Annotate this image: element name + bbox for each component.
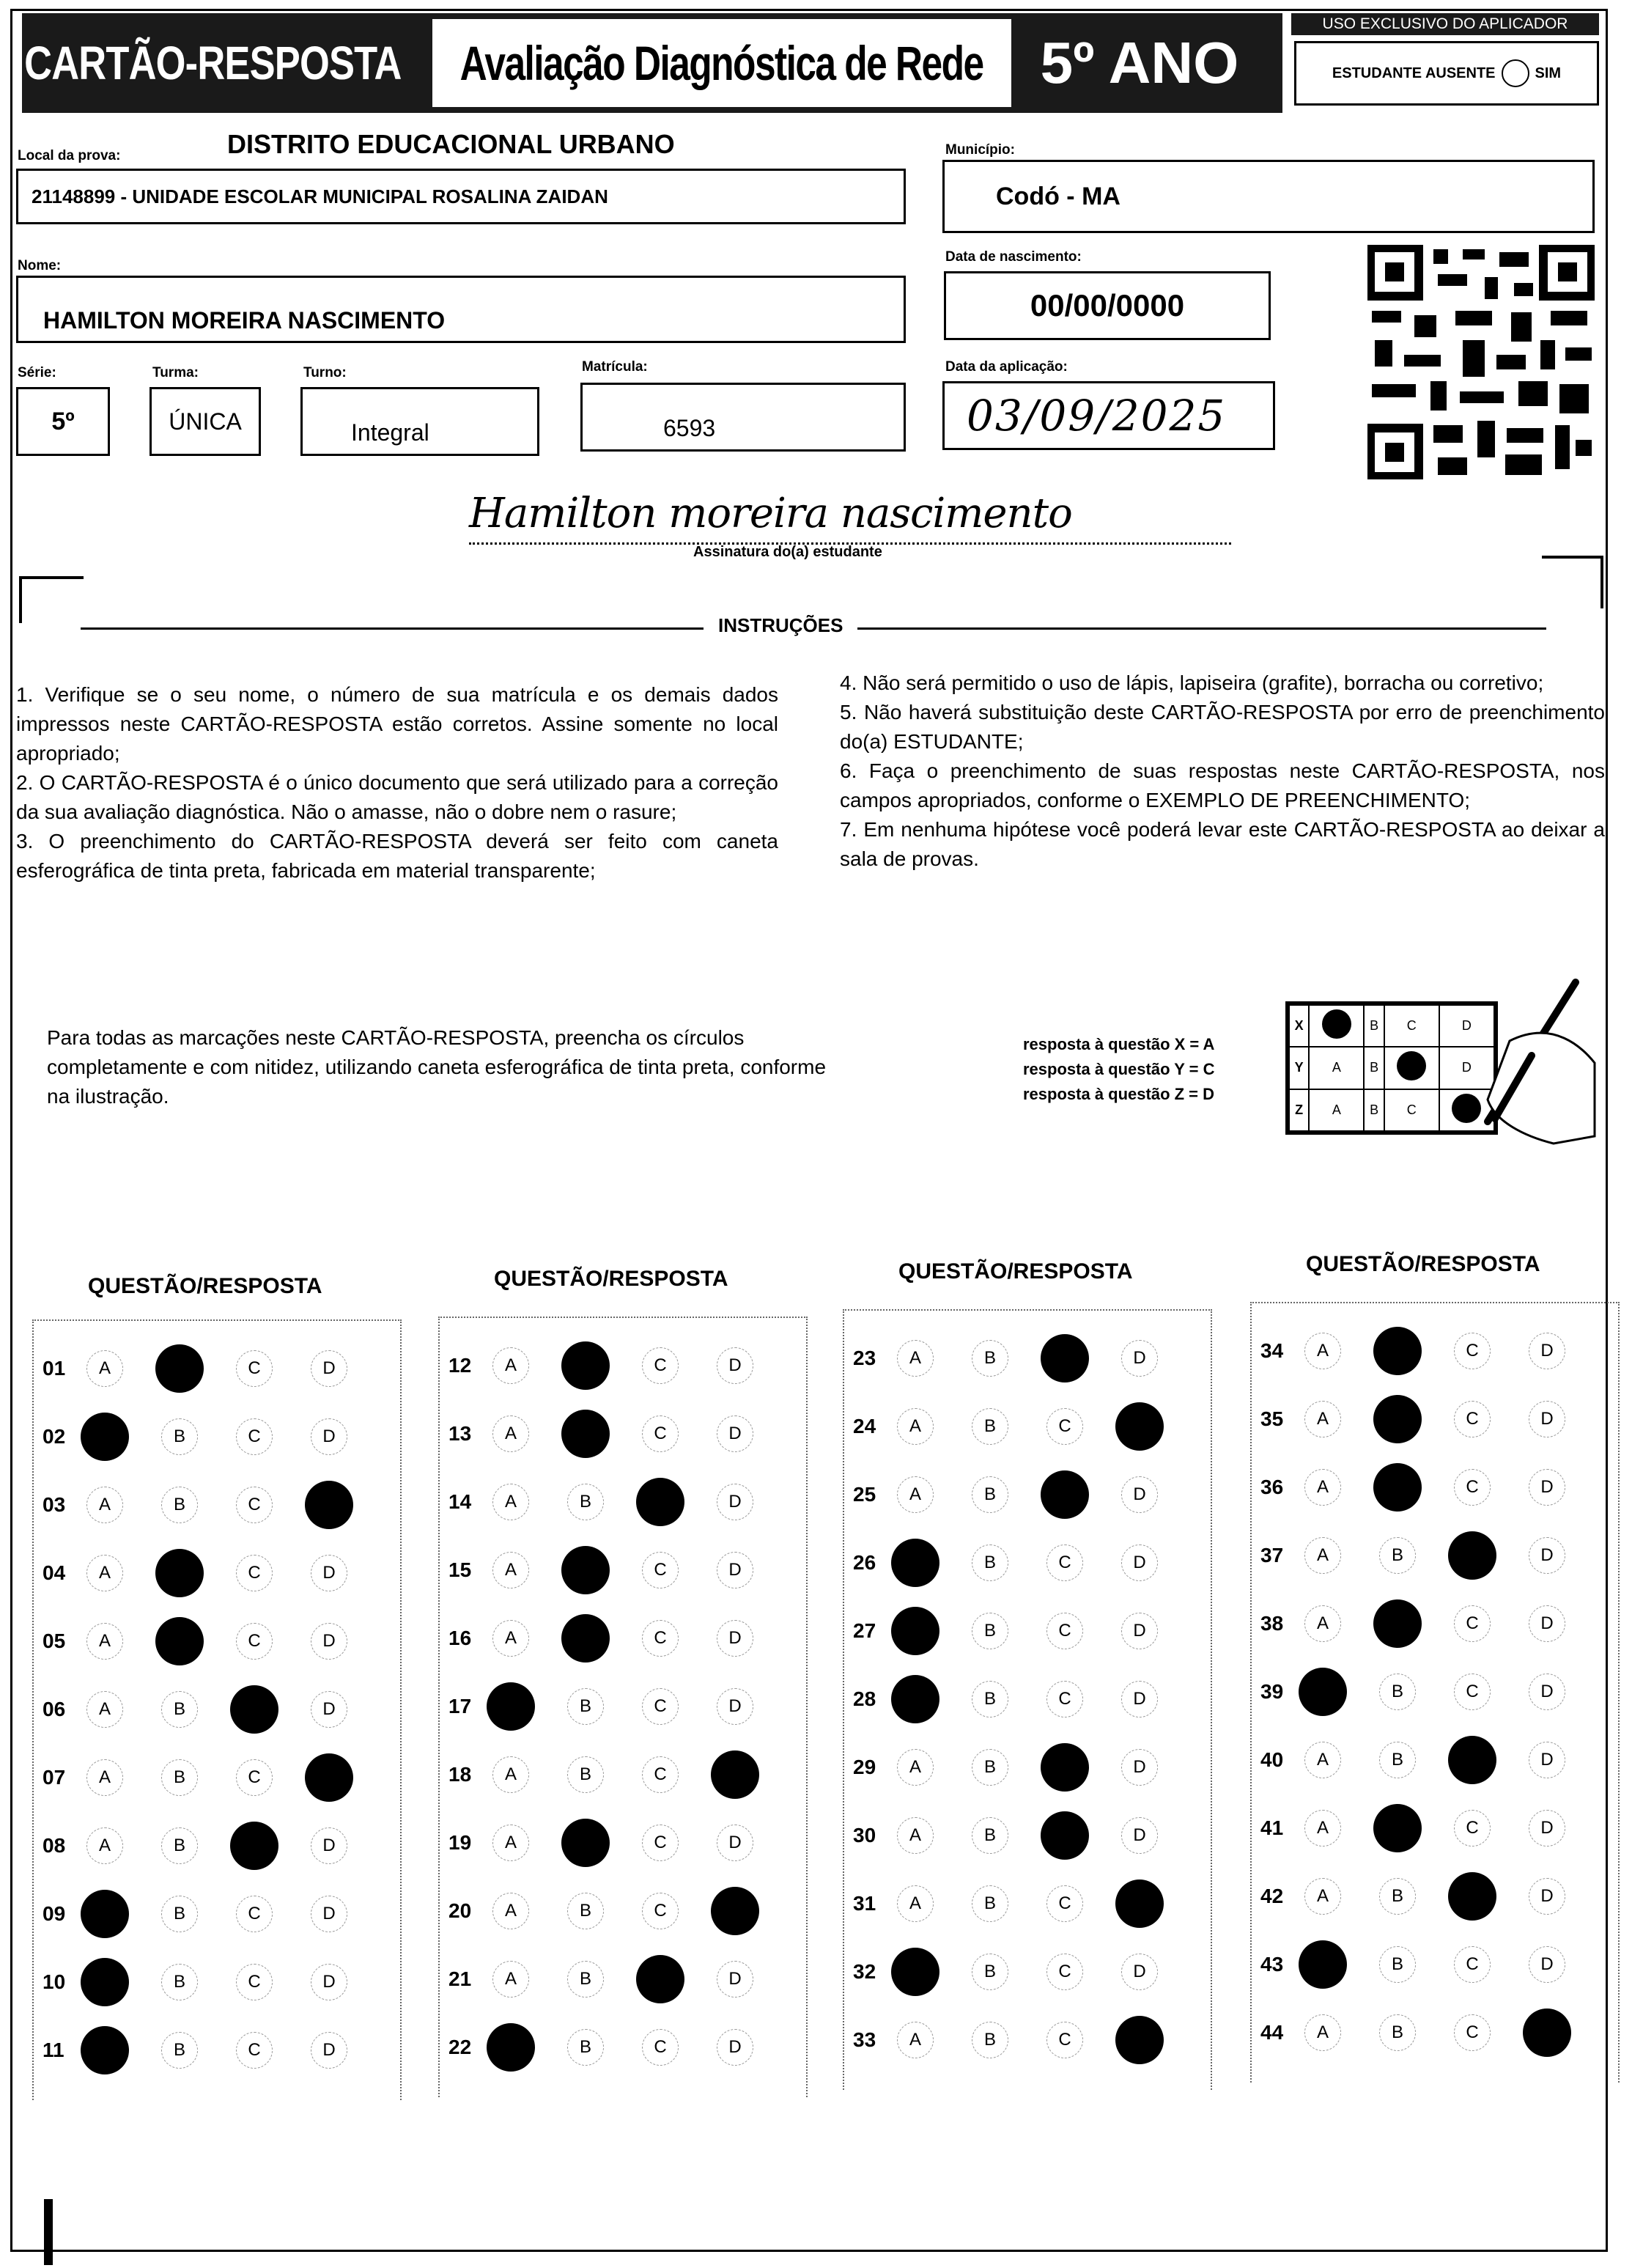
question-number: 24 <box>853 1415 876 1437</box>
answer-bubble[interactable]: D <box>1121 1544 1158 1581</box>
nome-field: HAMILTON MOREIRA NASCIMENTO <box>16 276 906 343</box>
question-number: 26 <box>853 1551 876 1574</box>
example-bubble: B <box>1364 1089 1384 1131</box>
fill-instruction: Para todas as marcações neste CARTÃO-RESPOSTA, preencha os círculos completamente e com nitidez, utilizando caneta esferográfica de tinta preta, conforme na ilustração. <box>47 1026 827 1108</box>
absent-yes-label: SIM <box>1535 65 1562 81</box>
application-date-field: 03/09/2025 <box>942 381 1275 450</box>
answer-bubble[interactable]: A <box>897 2022 934 2058</box>
answer-bubble[interactable]: C <box>236 1418 273 1455</box>
question-number: 33 <box>853 2028 876 2051</box>
example-filled-bubble <box>1309 1005 1364 1047</box>
nome-label: Nome: <box>18 258 62 273</box>
question-number: 38 <box>1260 1612 1284 1635</box>
answer-bubble[interactable]: D <box>311 1827 347 1864</box>
answer-bubble[interactable]: B <box>1379 1537 1416 1574</box>
question-number: 02 <box>43 1425 66 1448</box>
example-bubble: A <box>1309 1089 1364 1131</box>
answer-bubble[interactable]: C <box>642 1688 679 1725</box>
student-signature: Hamilton moreira nascimento <box>469 490 1072 537</box>
question-number: 14 <box>448 1490 472 1513</box>
example-bubble: B <box>1364 1047 1384 1089</box>
answer-bubble[interactable]: C <box>1454 1674 1491 1710</box>
answer-bubble[interactable]: D <box>1121 1749 1158 1786</box>
answer-bubble[interactable]: B <box>972 1817 1008 1854</box>
answer-bubble[interactable]: B <box>567 1893 604 1929</box>
answer-bubble[interactable]: B <box>972 1544 1008 1581</box>
answer-bubble[interactable]: B <box>161 1487 198 1523</box>
instruction-item: 1. Verifique se o seu nome, o número de sua matrícula e os demais dados impressos neste CARTÃO-RESPOSTA estão corretos. Assine somente no local apropriado; <box>16 683 778 765</box>
question-number: 25 <box>853 1483 876 1506</box>
serie-label: Série: <box>18 365 56 380</box>
answer-bubble[interactable]: C <box>236 1759 273 1796</box>
example-bubble: C <box>1384 1005 1439 1047</box>
answer-bubble[interactable]: D <box>1121 1476 1158 1513</box>
answer-bubble[interactable]: C <box>1454 1810 1491 1847</box>
answer-bubble[interactable]: C <box>1046 1544 1083 1581</box>
answer-bubble[interactable]: B <box>1379 1946 1416 1983</box>
example-bubble: A <box>1309 1047 1364 1089</box>
answer-bubble[interactable]: D <box>311 1691 347 1728</box>
answer-bubble[interactable]: D <box>717 1552 753 1588</box>
instructions-corner-right <box>1542 556 1603 608</box>
instruction-item: 6. Faça o preenchimento de suas respostas neste CARTÃO-RESPOSTA, nos campos apropriados, conforme o EXEMPLO DE PREENCHIMENTO; <box>840 759 1605 811</box>
answer-bubble[interactable]: C <box>1454 1946 1491 1983</box>
answer-bubble[interactable]: D <box>717 2029 753 2066</box>
question-number: 19 <box>448 1831 472 1854</box>
instruction-item: 3. O preenchimento do CARTÃO-RESPOSTA deverá ser feito com caneta esferográfica de tinta preta, fabricada em material transparente; <box>16 830 778 882</box>
answer-bubble[interactable]: D <box>717 1961 753 1998</box>
answer-bubble[interactable]: A <box>1304 1401 1341 1437</box>
example-filled-bubble <box>1384 1047 1439 1089</box>
answer-bubble[interactable]: B <box>567 2029 604 2066</box>
answer-bubble[interactable]: D <box>1529 1810 1565 1847</box>
answer-bubble[interactable]: A <box>897 1749 934 1786</box>
answer-bubble[interactable]: C <box>1454 2014 1491 2051</box>
answer-bubble[interactable]: D <box>1529 1401 1565 1437</box>
question-number: 03 <box>43 1493 66 1516</box>
registration-mark <box>44 2199 53 2265</box>
answer-bubble[interactable]: A <box>897 1817 934 1854</box>
answer-bubble[interactable]: C <box>642 1893 679 1929</box>
answer-bubble[interactable]: B <box>972 1613 1008 1649</box>
turma-label: Turma: <box>152 365 199 380</box>
example-line: resposta à questão Z = D <box>1023 1085 1215 1103</box>
answer-bubble[interactable]: C <box>1046 1613 1083 1649</box>
answer-bubble[interactable]: A <box>86 1623 123 1660</box>
answer-bubble[interactable]: C <box>236 1896 273 1932</box>
answer-bubble[interactable]: C <box>1046 1885 1083 1922</box>
answer-column-heading: QUESTÃO/RESPOSTA <box>88 1274 322 1298</box>
answer-bubble[interactable]: D <box>311 1964 347 2000</box>
turma-field: ÚNICA <box>149 387 261 456</box>
answer-bubble[interactable]: B <box>1379 2014 1416 2051</box>
question-number: 42 <box>1260 1885 1284 1907</box>
question-number: 21 <box>448 1967 472 1990</box>
answer-bubble[interactable]: D <box>1529 1333 1565 1369</box>
answer-bubble[interactable]: A <box>897 1885 934 1922</box>
answer-bubble[interactable]: D <box>1121 1613 1158 1649</box>
turno-label: Turno: <box>303 365 347 380</box>
answer-bubble[interactable]: A <box>492 1825 529 1861</box>
question-number: 13 <box>448 1422 472 1445</box>
answer-column-heading: QUESTÃO/RESPOSTA <box>494 1267 728 1291</box>
question-number: 37 <box>1260 1544 1284 1566</box>
question-number: 34 <box>1260 1339 1284 1362</box>
exam-title-text: Avaliação Diagnóstica de Rede <box>460 36 983 90</box>
question-number: 40 <box>1260 1748 1284 1771</box>
example-row <box>1289 1005 1494 1047</box>
example-row-label: X <box>1289 1005 1309 1047</box>
matricula-label: Matrícula: <box>582 359 648 375</box>
municipio-label: Município: <box>945 142 1015 158</box>
sheet-title: CARTÃO-RESPOSTA <box>24 37 402 89</box>
answer-bubble[interactable]: C <box>1046 1681 1083 1717</box>
answer-bubble[interactable]: B <box>161 1691 198 1728</box>
answer-bubble[interactable]: A <box>897 1340 934 1377</box>
question-number: 35 <box>1260 1407 1284 1430</box>
answer-bubble[interactable]: A <box>1304 1605 1341 1642</box>
answer-bubble[interactable]: D <box>1529 1605 1565 1642</box>
instruction-item: 5. Não haverá substituição deste CARTÃO-RESPOSTA por erro de preenchimento do(a) ESTUDANTE; <box>840 701 1605 753</box>
answer-bubble[interactable]: B <box>567 1688 604 1725</box>
example-bubble: D <box>1439 1047 1494 1089</box>
answer-bubble[interactable]: C <box>1046 1954 1083 1990</box>
answer-bubble[interactable]: C <box>642 1347 679 1384</box>
answer-bubble[interactable]: A <box>1304 1878 1341 1915</box>
example-bubble: D <box>1439 1005 1494 1047</box>
question-number: 10 <box>43 1970 66 1993</box>
absent-checkbox[interactable] <box>1502 59 1529 87</box>
answer-bubble[interactable]: D <box>1121 1954 1158 1990</box>
answer-bubble[interactable]: D <box>717 1688 753 1725</box>
question-number: 23 <box>853 1347 876 1369</box>
answer-bubble[interactable]: B <box>161 1418 198 1455</box>
answer-bubble[interactable]: A <box>897 1476 934 1513</box>
answer-bubble[interactable]: A <box>1304 1333 1341 1369</box>
answer-bubble[interactable]: D <box>311 1350 347 1387</box>
question-number: 29 <box>853 1756 876 1778</box>
answer-bubble[interactable]: C <box>1046 2022 1083 2058</box>
answer-bubble[interactable]: D <box>1529 1878 1565 1915</box>
instruction-item: 2. O CARTÃO-RESPOSTA é o único documento que será utilizado para a correção da sua avaliação diagnóstica. Não o amasse, não o dobre nem o rasure; <box>16 771 778 823</box>
answer-bubble[interactable]: A <box>492 1756 529 1793</box>
local-label: Local da prova: <box>18 148 121 163</box>
answer-bubble[interactable]: C <box>642 1415 679 1452</box>
absent-box <box>1294 41 1599 106</box>
question-number: 11 <box>43 2039 64 2061</box>
local-field: 21148899 - UNIDADE ESCOLAR MUNICIPAL ROSALINA ZAIDAN <box>16 169 906 224</box>
answer-bubble[interactable]: C <box>236 1487 273 1523</box>
question-number: 28 <box>853 1687 876 1710</box>
question-number: 39 <box>1260 1680 1284 1703</box>
answer-bubble[interactable]: B <box>972 1408 1008 1445</box>
instructions-left <box>16 680 778 886</box>
example-line: resposta à questão X = A <box>1023 1035 1215 1053</box>
question-number: 41 <box>1260 1816 1284 1839</box>
instruction-item: 4. Não será permitido o uso de lápis, lapiseira (grafite), borracha ou corretivo; <box>840 671 1544 694</box>
question-number: 04 <box>43 1561 66 1584</box>
question-number: 30 <box>853 1824 876 1847</box>
answer-bubble[interactable]: B <box>161 1827 198 1864</box>
answer-bubble[interactable]: B <box>161 1964 198 2000</box>
question-number: 07 <box>43 1766 66 1789</box>
answer-bubble[interactable]: A <box>492 1415 529 1452</box>
answer-bubble[interactable]: C <box>236 2032 273 2069</box>
example-row <box>1289 1047 1494 1089</box>
answer-bubble[interactable]: D <box>1121 1681 1158 1717</box>
example-line: resposta à questão Y = C <box>1023 1060 1215 1078</box>
question-number: 01 <box>43 1357 66 1380</box>
answer-bubble[interactable]: D <box>311 1896 347 1932</box>
answer-bubble[interactable]: A <box>1304 1537 1341 1574</box>
answer-bubble[interactable]: A <box>492 1552 529 1588</box>
answer-bubble[interactable]: A <box>86 1487 123 1523</box>
answer-bubble[interactable]: B <box>972 1681 1008 1717</box>
birthdate-label: Data de nascimento: <box>945 249 1082 265</box>
answer-bubble[interactable]: B <box>972 1476 1008 1513</box>
answer-bubble[interactable]: D <box>1529 1537 1565 1574</box>
answer-bubble[interactable]: C <box>236 1555 273 1591</box>
instruction-item: 7. Em nenhuma hipótese você poderá levar este CARTÃO-RESPOSTA ao deixar a sala de provas. <box>840 818 1605 870</box>
answer-bubble[interactable]: A <box>86 1827 123 1864</box>
answer-bubble[interactable]: C <box>1046 1408 1083 1445</box>
answer-bubble[interactable]: C <box>236 1964 273 2000</box>
question-number: 05 <box>43 1630 66 1652</box>
answer-bubble[interactable]: A <box>897 1408 934 1445</box>
district-name: DISTRITO EDUCACIONAL URBANO <box>227 129 675 159</box>
turno-field: Integral <box>300 387 539 456</box>
answer-bubble[interactable]: D <box>717 1484 753 1520</box>
matricula-field: 6593 <box>580 383 906 452</box>
answer-bubble[interactable]: A <box>86 1759 123 1796</box>
answer-bubble[interactable]: A <box>86 1350 123 1387</box>
answer-bubble[interactable]: D <box>717 1415 753 1452</box>
answer-bubble[interactable]: C <box>642 1756 679 1793</box>
answer-bubble[interactable]: B <box>567 1756 604 1793</box>
question-number: 36 <box>1260 1476 1284 1498</box>
answer-bubble[interactable]: D <box>311 2032 347 2069</box>
example-row-label: Z <box>1289 1089 1309 1131</box>
answer-bubble[interactable]: B <box>972 1749 1008 1786</box>
question-number: 17 <box>448 1695 472 1717</box>
pen-hand-icon <box>1466 975 1598 1151</box>
question-number: 43 <box>1260 1953 1284 1976</box>
answer-bubble[interactable]: C <box>642 1620 679 1657</box>
signature-label: Assinatura do(a) estudante <box>693 544 882 560</box>
answer-bubble[interactable]: D <box>717 1347 753 1384</box>
answer-bubble[interactable]: D <box>1121 1817 1158 1854</box>
answer-bubble[interactable]: C <box>236 1350 273 1387</box>
question-number: 31 <box>853 1892 876 1915</box>
answer-bubble[interactable]: D <box>717 1825 753 1861</box>
absent-label: ESTUDANTE AUSENTE <box>1332 65 1496 81</box>
answer-bubble[interactable]: A <box>492 1620 529 1657</box>
question-number: 27 <box>853 1619 876 1642</box>
serie-field: 5º <box>16 387 110 456</box>
answer-bubble[interactable]: C <box>642 1552 679 1588</box>
answer-bubble[interactable]: C <box>642 2029 679 2066</box>
example-bubble: C <box>1384 1089 1439 1131</box>
answer-bubble[interactable]: D <box>311 1418 347 1455</box>
answer-bubble[interactable]: A <box>1304 1810 1341 1847</box>
answer-bubble[interactable]: A <box>1304 1742 1341 1778</box>
example-row <box>1289 1089 1494 1131</box>
question-number: 32 <box>853 1960 876 1983</box>
instructions-right <box>840 669 1605 874</box>
question-number: 15 <box>448 1558 472 1581</box>
answer-bubble[interactable]: A <box>492 1347 529 1384</box>
answer-bubble[interactable]: B <box>1379 1878 1416 1915</box>
instructions-title: INSTRUÇÕES <box>704 614 857 637</box>
answer-bubble[interactable]: B <box>567 1961 604 1998</box>
answer-bubble[interactable]: B <box>972 1885 1008 1922</box>
answer-bubble[interactable]: A <box>86 1555 123 1591</box>
answer-bubble[interactable]: A <box>1304 2014 1341 2051</box>
application-date-label: Data da aplicação: <box>945 359 1068 375</box>
municipio-field: Codó - MA <box>942 160 1595 233</box>
answer-bubble[interactable]: A <box>492 1961 529 1998</box>
answer-bubble[interactable]: C <box>236 1623 273 1660</box>
answer-bubble[interactable]: A <box>86 1691 123 1728</box>
answer-bubble[interactable]: A <box>1304 1469 1341 1506</box>
question-number: 16 <box>448 1627 472 1649</box>
instructions-corner-left <box>19 576 84 623</box>
answer-bubble[interactable]: A <box>492 1893 529 1929</box>
grade-year: 5º ANO <box>1040 30 1239 95</box>
question-number: 06 <box>43 1698 66 1720</box>
answer-bubble[interactable]: D <box>1121 1340 1158 1377</box>
answer-bubble[interactable]: B <box>1379 1674 1416 1710</box>
question-number: 44 <box>1260 2021 1284 2044</box>
answer-column-heading: QUESTÃO/RESPOSTA <box>898 1259 1133 1284</box>
answer-bubble[interactable]: D <box>1529 1674 1565 1710</box>
answer-bubble[interactable]: C <box>642 1825 679 1861</box>
question-number: 12 <box>448 1354 472 1377</box>
example-bubble: B <box>1364 1005 1384 1047</box>
answer-bubble[interactable]: C <box>1454 1605 1491 1642</box>
answer-bubble[interactable]: D <box>1529 1946 1565 1983</box>
birthdate-field: 00/00/0000 <box>944 271 1271 340</box>
example-row-label: Y <box>1289 1047 1309 1089</box>
answer-bubble[interactable]: D <box>311 1555 347 1591</box>
question-number: 08 <box>43 1834 66 1857</box>
answer-bubble[interactable]: A <box>492 1484 529 1520</box>
answer-bubble[interactable]: B <box>161 1759 198 1796</box>
answer-bubble[interactable]: B <box>1379 1742 1416 1778</box>
answer-column-heading: QUESTÃO/RESPOSTA <box>1306 1252 1540 1276</box>
answer-bubble[interactable]: B <box>161 1896 198 1932</box>
answer-bubble[interactable]: D <box>1529 1742 1565 1778</box>
answer-bubble[interactable]: B <box>161 2032 198 2069</box>
answer-bubble[interactable]: B <box>972 2022 1008 2058</box>
exam-title <box>432 19 1011 107</box>
answer-bubble[interactable]: B <box>972 1340 1008 1377</box>
example-legend <box>1023 1032 1214 1107</box>
question-number: 22 <box>448 2036 472 2058</box>
answer-bubble[interactable]: C <box>1454 1333 1491 1369</box>
question-number: 18 <box>448 1763 472 1786</box>
applicator-use-label: USO EXCLUSIVO DO APLICADOR <box>1291 13 1599 35</box>
answer-bubble[interactable]: D <box>717 1620 753 1657</box>
answer-bubble[interactable]: B <box>567 1484 604 1520</box>
question-number: 20 <box>448 1899 472 1922</box>
answer-bubble[interactable]: C <box>1454 1401 1491 1437</box>
qr-code-icon <box>1367 245 1595 479</box>
answer-bubble[interactable]: C <box>1454 1469 1491 1506</box>
question-number: 09 <box>43 1902 66 1925</box>
answer-bubble[interactable]: D <box>311 1623 347 1660</box>
answer-bubble[interactable]: D <box>1529 1469 1565 1506</box>
answer-bubble[interactable]: B <box>972 1954 1008 1990</box>
